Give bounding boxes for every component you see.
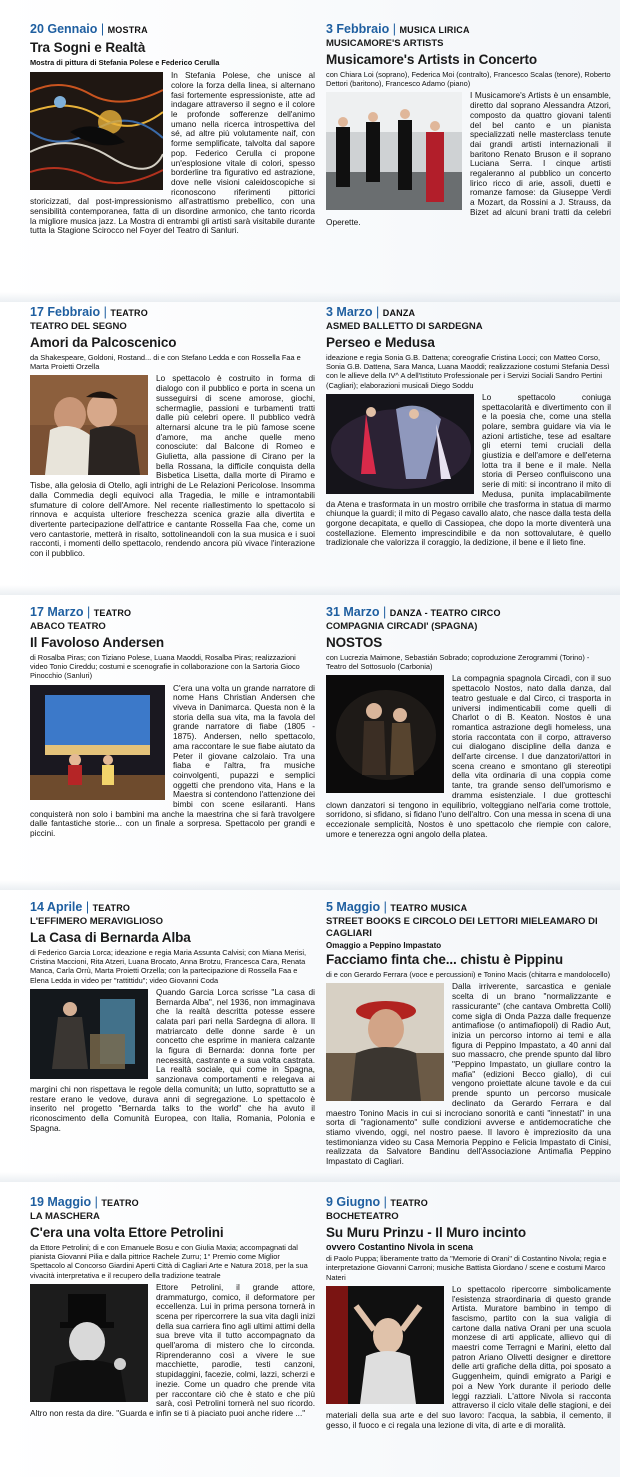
event-category: TEATRO (110, 308, 148, 318)
event-card (326, 22, 611, 227)
event-description: Lo spettacolo coniuga spettacolarità e divertimento con il e la poesia che, come una stella polare, sembra guidare via via le azioni artistiche, tese ad esaltare gli eterni temi cruciali della giustizia e dell'amore e dell'eterna lotta tra il bene e il male. Nella storia di Perseo confluiscono una serie di miti: si incontrano il mito di Medusa, punita implacabilmente da Atena e trasformata in un mostro orribile che trasforma in statua di marmo chiunque la guardi; il mito di Pegaso cavallo alato, che nasce dalla testa della gorgone decapitata, e quello di Cassiopea, che dopo la morte diventerà una costellazione. Elemento imprescindibile e da non sottovalutare, è quello tradizionale che valorizza il coraggio, la dedizione, il bene e il lieto fine. (326, 391, 611, 548)
event-date: 3 Marzo (326, 305, 373, 319)
event-description: Lo spettacolo è costruito in forma di dialogo con il pubblico e porta in scena un susseguirsi di scene amorose, giochi, schermaglie, passioni e turbamenti tratti dalle più celebri opere. Il pubblico vedrà alternarsi alcune tra le più famose scene d'amore, ma anche quelle meno conosciute: dal Balcone di Romeo e Giulietta, alla passione di Cirano per la bella Rossana, la difficile conquista della Bisbetica Lisetta, dalla morte di Piramo e Tisbe, alla gelosia di Otello, agli intrighi de Le Relazioni Pericolose. Insomma dalla Commedia degli equivoci alla Tragedia, le mille e intramontabili sfumature di colore dell'Amore. Nel recente riallestimento lo spettacolo si rinnova e acquista ulteriore freschezza scenica grazie alla divertita e divertente partecipazione dell'attrice e cantante Rossella Faa che, come un vero cantastorie, metterà in risalto, sottolineandoli con la sua musica e i suoi racconti, i momenti dello spettacolo, rendendo ancora più vivace l'interazione con il pubblico. (30, 373, 315, 559)
event-header: 3 Febbraio | MUSICA LIRICA (326, 22, 470, 36)
event-date: 17 Marzo (30, 605, 84, 619)
event-subtitle: Mostra di pittura di Stefania Polese e Federico Cerulla (30, 58, 220, 67)
event-header: 3 Marzo | DANZA (326, 305, 416, 319)
event-title: Perseo e Medusa (326, 335, 435, 350)
event-card (326, 900, 611, 1167)
event-title: Musicamore's Artists in Concerto (326, 52, 538, 67)
event-description: Ettore Petrolini, il grande attore, drammaturgo, comico, il deformatore per eccellenza. Lui in prima persona tornerà in scena per ripercorrere la sua vita dagli inizi della sua carriera fino agli ultimi attimi della sua breve vita il tutto accompagnato da quell'aroma di mistero che lo circonda. Riprenderanno così a vivere le sue macchiette, parodie, testi canzoni, stupidaggini, facezie, colmi, lazzi, scherzi e inezie. Come un quadro che prende vita per raccontare ciò che è stato e che più sarà, così Petrolini tornerà nel suo ricordo. Altro non resta da dire. "Guarda e infin se ti à piaciato puoi anche ridere ..." (30, 1281, 315, 1418)
event-header: 17 Febbraio | TEATRO (30, 305, 148, 319)
event-card (30, 605, 315, 839)
man-red-beret-image (326, 983, 444, 1101)
event-credits: con Lucrezia Maimone, Sebastián Sobrado; coproduzione Zerogrammi (Torino) - Teatro del Sottosuolo (Carbonia) (326, 653, 590, 672)
event-title: Tra Sogni e Realtà (30, 40, 146, 55)
event-credits: da Shakespeare, Goldoni, Rostand... di e con Stefano Ledda e con Rossella Faa e Marta Proietti Orzella (30, 353, 301, 372)
women-stage-image (30, 989, 148, 1079)
event-description: Dalla irriverente, sarcastica e geniale scelta di un brano "normalizzante e rassicurante" (che cantava Ombretta Colli) come sigla di Onda Pazza dalle frequenze antimafiose (o antimafiopoli) di Radio Aut, inizia un percorso intorno ai temi e alla figura di Peppino Impastato, a 40 anni dal suo massacro, che prende spunto dal libro "Peppino Impastato, un giullare contro la mafia" (edizioni Becco giallo), di cui vengono proiettate alcune tavole e da cui prende spunto un percorso musicale declinato da Gerardo Ferrara e dal maestro Tonino Macis in cui si incrociano sonorità e canti "innestati" in una sorta di "ragionamento" sulle condizioni avverse e antidemocratiche che stiamo vivendo, oggi, nel nostro paese. Il lavoro è impreziosito da una testimonianza video su Casa Memoria Peppino e Felicia Impastato di Cinisi, realizzata da Salvatore Bandinu dell'Associazione Antimafia Peppino Impastato di Cagliari. (326, 981, 611, 1167)
event-header: 5 Maggio | TEATRO MUSICA (326, 900, 468, 914)
event-description: I Musicamore's Artists è un ensamble, diretto dal soprano Alessandra Atzori, composto da quattro giovani talenti del bel canto e un pianista specializzati nelle masterclass tenute dai grandi artisti internazionali il baritono Renato Bruson e il soprano Luciana Serra. I cinque artisti regaleranno al pubblico un concerto lirico ricco di arie, assoli, duetti e romanze famose: da Giuseppe Verdi a Mozart, da Rossini a J. Strauss, da Bizet ad alcuni brani tratti da celebri Operette. (326, 90, 611, 227)
event-category: MUSICA LIRICA (399, 25, 470, 35)
event-category: TEATRO (390, 1198, 428, 1208)
event-description: Quando Garcia Lorca scrisse "La casa di Bernarda Alba", nel 1936, non immaginava che la realtà descritta potesse essere calata pari pari nella Sardegna di allora. Il matriarcato delle donne sarde è un concetto che esprime in maniera calzante la figura di Bernarda: donna forte per necessità, castrante e a sua volta castrata. La realtà sociale, qui come in Spagna, sanzionava comportamenti e relegava ai margini chi non rispettava le regole della comunità; un lutto, soprattutto se a restare erano le vedove, durava anni di segregazione. Lo spettacolo è inserito nel progetto "Bernarda talks to the world" che ha avuto il riconoscimento della Comunità Europea, con Italia, Romania, Polonia e Spagna. (30, 986, 315, 1133)
event-company: STREET BOOKS E CIRCOLO DEI LETTORI MIELEAMARO DI CAGLIARI (326, 916, 598, 939)
event-credits: con Chiara Loi (soprano), Federica Moi (contralto), Francesco Scalas (tenore), Roberto Dettori (baritono), Francesco Adamo (piano) (326, 70, 611, 89)
event-card (30, 305, 315, 559)
event-subtitle: Omaggio a Peppino Impastato (326, 941, 442, 950)
event-credits: di e con Gerardo Ferrara (voce e percussioni) e Tonino Macis (chitarra e mandolocello) (326, 970, 611, 980)
event-header: 20 Gennaio | MOSTRA (30, 22, 148, 36)
circus-duo-image (326, 675, 444, 793)
event-date: 5 Maggio (326, 900, 381, 914)
event-date: 17 Febbraio (30, 305, 101, 319)
event-category: DANZA - TEATRO CIRCO (389, 608, 501, 618)
dancers-stage-image (326, 394, 474, 494)
event-description: La compagnia spagnola Circadì, con il suo spettacolo Nostos, nato dalla danza, dal teatro gestuale e dal Circo, ci trasporta in universi indimenticabili come quelli di Charlot o di B. Keaton. Nostos è una romantica astrazione degli homeless, una storia raccontata con il corpo, attraverso cui dialogano discipline della danza e dell'arte circense. I due danzatori/attori in scena creano e smontano gli stereotipi della vita ordinaria di una coppia come tante, tra grande senso dell'umorismo e dramma esistenziale. I due grotteschi clown danzatori si tengono in equilibrio, volteggiano nell'aria come trottole, sorridono, si sfidano, si fidano l'uno dell'altro. Con una messa in scena di una eccezionale semplicità, Nostos è uno spettacolo che riempie con calore, umore e tenerezza ogni angolo della platea. (326, 673, 611, 839)
kissing-couple-image (30, 375, 148, 475)
event-date: 20 Gennaio (30, 22, 98, 36)
event-card (30, 22, 315, 236)
event-company: COMPAGNIA CIRCADI' (SPAGNA) (326, 621, 478, 632)
event-description: C'era una volta un grande narratore di nome Hans Christian Andersen che viveva in Danimarca. Questa non è la storia della sua vita, ma la favola del grande narratore di fiabe (1805 - 1875). Andersen, nello spettacolo, ama raccontare le sue fiabe aiutato da Peter il giovane calzolaio. Tra una fiaba e l'altra, fra musiche coinvolgenti, pupazzi e semplici oggetti che prendono vita, Hans e la Maestra si contendono l'attenzione dei bimbi con scene esilaranti. Hans conquisterà non solo i bambini ma anche la maestrina che si farà travolgere dalle fantastiche storie... con un finale a sorpresa. Spettacolo per grandi e piccini. (30, 682, 315, 839)
event-company: LA MASCHERA (30, 1211, 100, 1222)
event-title: Il Favoloso Andersen (30, 635, 165, 650)
event-description: In Stefania Polese, che unisce al colore la forza della linea, si alternano fasi fortemente espressioniste, atte ad indagare attraverso il segno e il colore le profonde sofferenze dell'animo umano nella ricerca introspettiva del sé, ad altre più volutamente naif, con forme semplificate, talvolta dal sapore pop. Federico Cerulla ci propone un'esplosione vitale di colori, spesso borderline tra figurativo ed astrazione, dove nelle visioni caleidoscopiche si riconoscono riferimenti pittorici storicizzati, dal post-impressionismo all'astrattismo prebellico, con una sensibilità contemporanea, fatta di un disordine armonico, che tanto ricorda la migliore musica jazz. La Mostra di entrambi gli artisti sarà visitabile durante tutta la Stagione Scirocco nel Foyer del Teatro di Sanluri. (30, 70, 315, 236)
actor-top-hat-image (30, 1284, 148, 1402)
puppet-stage-image (30, 685, 165, 800)
event-title: La Casa di Bernarda Alba (30, 930, 191, 945)
event-title: Amori da Palcoscenico (30, 335, 177, 350)
event-subtitle: ovvero Costantino Nivola in scena (326, 1242, 474, 1252)
event-category: TEATRO (101, 1198, 139, 1208)
event-card (326, 1195, 611, 1430)
event-title: C'era una volta Ettore Petrolini (30, 1225, 224, 1240)
event-company: MUSICAMORE'S ARTISTS (326, 38, 444, 49)
event-credits: di Federico Garcia Lorca; ideazione e regia Maria Assunta Calvisi; con Miana Merisi, Cristina Maccioni, Rita Atzeri, Luana Brocato, Anna Brotzu, Francesca Cara, Renata Manca, Carla Orrù, Marta Proietti Orzella; con la partecipazione di Rossella Faa e Elena Ledda in video per "rattittidu"; video Giovanni Coda (30, 948, 307, 985)
event-card (326, 305, 611, 548)
event-category: MOSTRA (107, 25, 148, 35)
event-credits: di Paolo Puppa; liberamente tratto da "Memorie di Orani" di Costantino Nivola; regia e interpretazione Giovanni Carroni; musiche Battista Giordano / scene e costumi Marco Nateri (326, 1254, 607, 1282)
event-category: TEATRO MUSICA (390, 903, 468, 913)
event-category: TEATRO (93, 608, 132, 618)
event-date: 19 Maggio (30, 1195, 92, 1209)
event-company: L'EFFIMERO MERAVIGLIOSO (30, 916, 163, 927)
event-card (30, 1195, 315, 1419)
event-credits: ideazione e regia Sonia G.B. Dattena; coreografie Cristina Locci; con Matteo Corso, Sonia G.B. Dattena, Sara Manca, Luana Maoddi; realizzazione costumi Stefania Dessì con le allieve della IV^ A dell'Istituto Professionale per i Servizi Sociali Sandro Pertini (Cagliari); elaborazioni musicali Diego Soddu (326, 353, 610, 390)
event-company: TEATRO DEL SEGNO (30, 321, 127, 332)
event-header: 17 Marzo | TEATRO (30, 605, 132, 619)
concert-singers-image (326, 92, 462, 210)
event-company: BOCHETEATRO (326, 1211, 399, 1222)
event-category: DANZA (382, 308, 416, 318)
event-date: 31 Marzo (326, 605, 380, 619)
event-category: TEATRO (92, 903, 131, 913)
event-description: Lo spettacolo ripercorre simbolicamente l'esistenza straordinaria di questo grande Artista. Muratore bambino in tempo di fascismo, partito con la sua valigia di cartone dalla nativa Orani per una scuola monzese di arti applicate, allievo qui di maestri come Terragni e Marini, eletto dal patron Ariano Olivetti designer e direttore delle arti grafiche della ditta, poi sposato a Guggenheim, quindi emigrato a Parigi e poi a New York durante il periodo delle leggi razziali. L'attore Nivola si racconta attraverso il ciclo vitale delle stagioni, e dei materiali della sua arte e del suo lavoro: l'acqua, la sabbia, il cemento, il gesso, il fuoco e ci regala una lezione di vita, di arte e di moralità. (326, 1283, 611, 1430)
event-credits: di Rosalba Piras; con Tiziano Polese, Luana Maoddi, Rosalba Piras; realizzazioni video Tonio Cireddu; costumi e scenografie in collaborazione con la Sartoria Gioco Pinocchio (Sanluri) (30, 653, 300, 681)
event-company: ASMED BALLETTO DI SARDEGNA (326, 321, 483, 332)
man-raised-arms-image (326, 1286, 444, 1404)
event-date: 3 Febbraio (326, 22, 390, 36)
event-credits: da Ettore Petrolini; di e con Emanuele Bosu e con Giulia Maxia; accompagnati dal pianista Giovanni Pilia e dalla pittrice Rachele Zurru; 1° Premio come Miglior Spettacolo al Concorso Giardini Aperti Città di Cagliari Arte e Natura 2018, per la sua vivacità interpretativa e il recupero della tradizione teatrale (30, 1243, 308, 1280)
event-card (30, 900, 315, 1133)
event-title: Su Muru Prinzu - Il Muro incinto (326, 1225, 527, 1240)
event-header: 31 Marzo | DANZA - TEATRO CIRCO (326, 605, 501, 619)
event-header: 9 Giugno | TEATRO (326, 1195, 428, 1209)
event-title: NOSTOS (326, 635, 383, 650)
event-company: ABACO TEATRO (30, 621, 106, 632)
event-card (326, 605, 611, 839)
event-header: 14 Aprile | TEATRO (30, 900, 131, 914)
event-date: 9 Giugno (326, 1195, 381, 1209)
event-header: 19 Maggio | TEATRO (30, 1195, 139, 1209)
event-title: Facciamo finta che... chistu è Pippinu (326, 952, 563, 968)
abstract-painting-image (30, 72, 163, 190)
event-date: 14 Aprile (30, 900, 83, 914)
